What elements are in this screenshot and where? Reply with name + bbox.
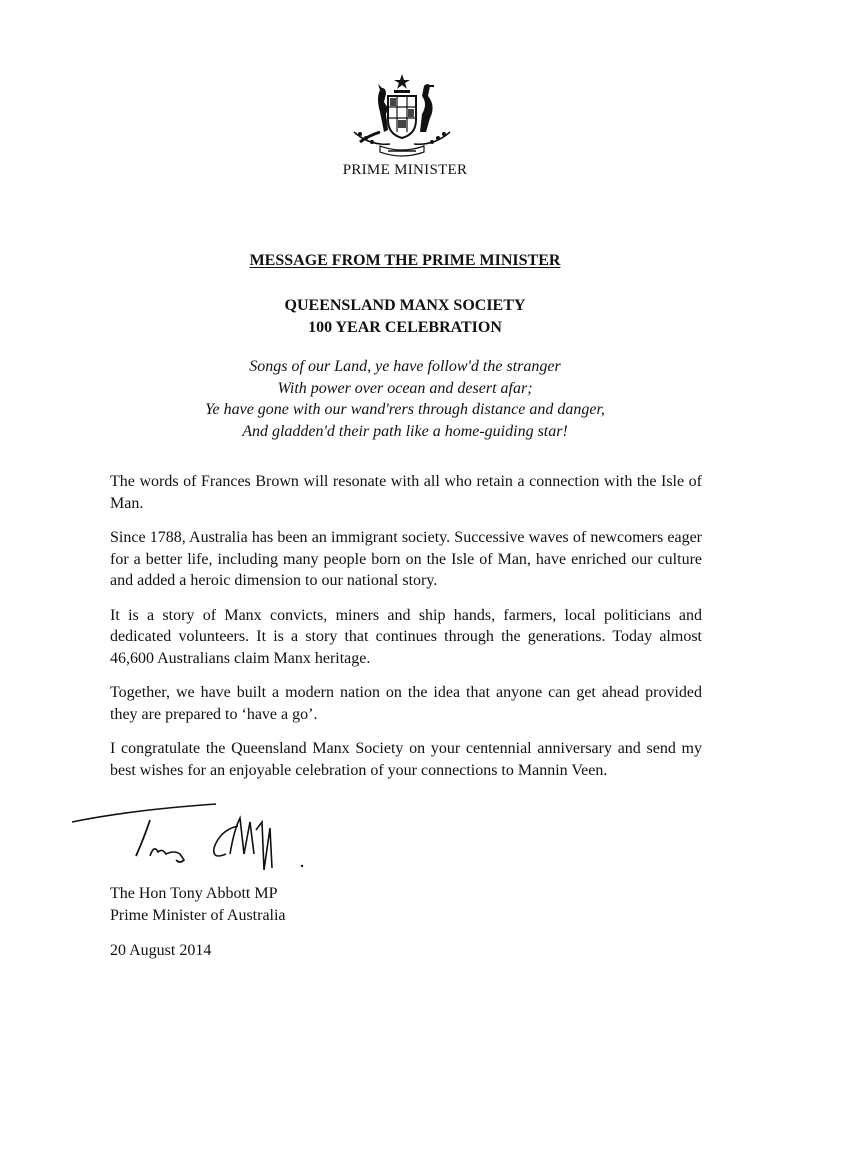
poem-line: Songs of our Land, ye have follow'd the stranger <box>249 358 561 375</box>
letter-date: 20 August 2014 <box>110 942 212 959</box>
body-paragraph: It is a story of Manx convicts, miners and ship hands, farmers, local politicians and dedicated volunteers. It is a story that continues through the generations. Today almost 46,600 Australians claim Manx heritage. <box>110 606 702 667</box>
message-heading: MESSAGE FROM THE PRIME MINISTER <box>249 252 561 269</box>
message-subheading <box>0 295 810 339</box>
body-paragraph: Since 1788, Australia has been an immigrant society. Successive waves of newcomers eager for a better life, including many people born on the Isle of Man, have enriched our culture and added a heroic dimension to our national story. <box>110 529 702 589</box>
body-paragraph: I congratulate the Queensland Manx Society on your centennial anniversary and send my best wishes for an enjoyable celebration of your connections to Mannin Veen. <box>110 740 702 779</box>
body-paragraph: The words of Frances Brown will resonate with all who retain a connection with the Isle of Man. <box>110 473 702 512</box>
signer-name: The Hon Tony Abbott MP <box>110 885 278 902</box>
poem-line: Ye have gone with our wand'rers through distance and danger, <box>205 401 605 418</box>
poem-line: And gladden'd their path like a home-guiding star! <box>242 422 568 440</box>
signer-block <box>110 883 286 926</box>
body-paragraph: Together, we have built a modern nation on the idea that anyone can get ahead provided they are prepared to ‘have a go’. <box>110 684 702 723</box>
letterhead-title: PRIME MINISTER <box>342 162 468 178</box>
subheading-line: 100 YEAR CELEBRATION <box>308 319 502 336</box>
letter-body <box>110 471 702 794</box>
signer-role: Prime Minister of Australia <box>110 906 286 924</box>
poem-line: With power over ocean and desert afar; <box>277 379 533 397</box>
coat-of-arms-icon <box>350 72 454 160</box>
signature-icon <box>70 796 320 878</box>
subheading-line: QUEENSLAND MANX SOCIETY <box>284 297 526 314</box>
poem-quote <box>0 356 810 442</box>
